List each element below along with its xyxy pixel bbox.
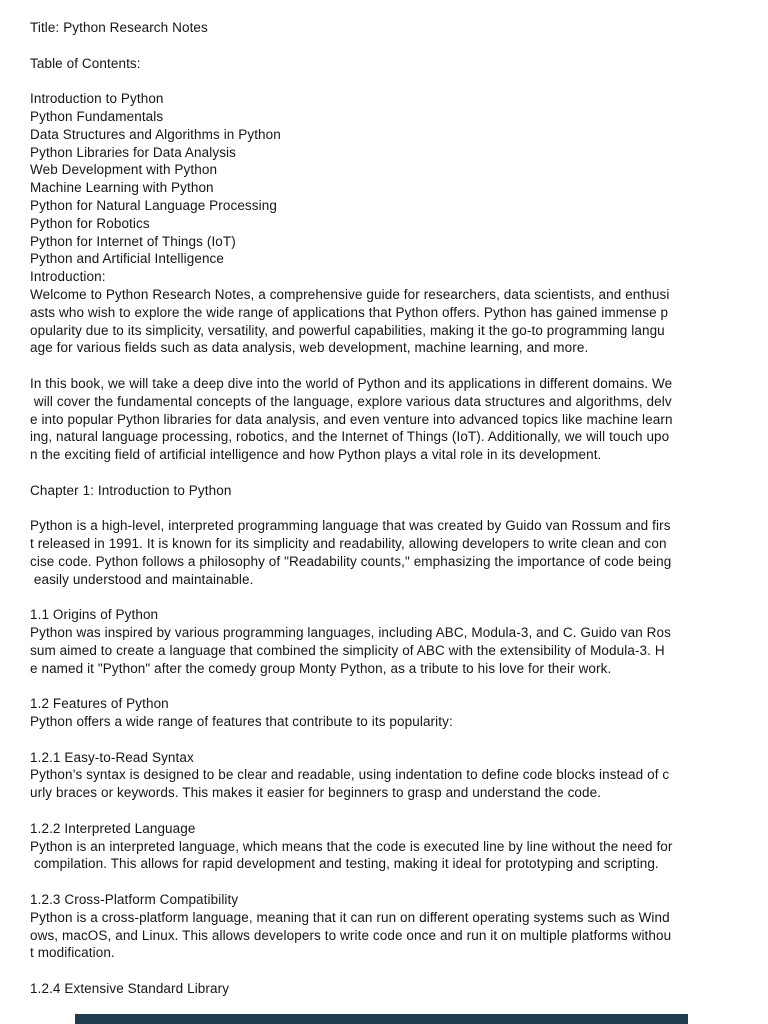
text-line [30,37,673,55]
text-line [30,802,673,820]
text-line: Python for Robotics [30,215,150,231]
text-line: Machine Learning with Python [30,180,214,196]
text-line: Chapter 1: Introduction to Python [30,482,232,498]
text-line: age for various fields such as data analysis, web development, machine learning, and more. [30,340,589,356]
text-line: e named it "Python" after the comedy group Monty Python, as a tribute to his love for their work. [30,660,612,676]
text-line [30,500,673,518]
text-line: sum aimed to create a language that combined the simplicity of ABC with the extensibility of Modula-3. H [30,642,665,658]
text-line: easily understood and maintainable. [30,571,254,587]
text-line: ing, natural language processing, robotics, and the Internet of Things (IoT). Additionally, we will touch upo [30,429,670,445]
text-line: opularity due to its simplicity, versatility, and powerful capabilities, making it the go-to programming langu [30,322,665,338]
text-line: Python and Artificial Intelligence [30,251,225,267]
text-line: 1.2 Features of Python [30,696,169,712]
text-line: Python is a high-level, interpreted programming language that was created by Guido van Rossum and firs [30,518,671,534]
text-line: Python for Internet of Things (IoT) [30,233,236,249]
text-line: compilation. This allows for rapid development and testing, making it ideal for prototyping and scripting. [30,856,659,872]
text-line: 1.2.2 Interpreted Language [30,820,196,836]
text-line: t released in 1991. It is known for its simplicity and readability, allowing developers to write clean and con [30,536,667,552]
text-line: Title: Python Research Notes [30,20,208,35]
text-line: Python is a cross-platform language, meaning that it can run on different operating systems such as Wind [30,909,670,925]
text-line: will cover the fundamental concepts of the language, explore various data structures and algorithms, delv [30,393,672,409]
text-line: Introduction to Python [30,91,164,107]
text-line [30,72,673,90]
text-line [30,464,673,482]
text-line: Python Fundamentals [30,108,164,124]
text-line: cise code. Python follows a philosophy of "Readability counts," emphasizing the importance of code being [30,553,672,569]
text-line [30,677,673,695]
document-text [30,19,673,998]
text-line: asts who wish to explore the wide range of applications that Python offers. Python has gained immense p [30,304,669,320]
text-line: Data Structures and Algorithms in Python [30,126,281,142]
text-line: n the exciting field of artificial intelligence and how Python plays a vital role in its development. [30,447,602,463]
text-line [30,873,673,891]
text-line [30,731,673,749]
text-line: ows, macOS, and Linux. This allows developers to write code once and run it on multiple platforms withou [30,927,672,943]
text-line: Python’s syntax is designed to be clear and readable, using indentation to define code blocks instead of c [30,767,670,783]
text-line: In this book, we will take a deep dive into the world of Python and its applications in different domains. We [30,375,673,391]
text-line: Python Libraries for Data Analysis [30,144,236,160]
text-line: Introduction: [30,269,106,285]
text-line: Web Development with Python [30,162,218,178]
text-line: 1.2.1 Easy-to-Read Syntax [30,749,194,765]
text-line: 1.1 Origins of Python [30,607,159,623]
text-line: Python was inspired by various programming languages, including ABC, Modula-3, and C. Guido van Ros [30,625,671,641]
text-line: Python offers a wide range of features that contribute to its popularity: [30,714,453,730]
text-line [30,357,673,375]
viewer-toolbar-edge[interactable] [75,1014,688,1024]
text-line: Python for Natural Language Processing [30,197,277,213]
text-line: 1.2.3 Cross-Platform Compatibility [30,892,239,908]
text-line: Table of Contents: [30,55,141,71]
text-line: Welcome to Python Research Notes, a comprehensive guide for researchers, data scientists, and enthusi [30,286,670,302]
text-line: urly braces or keywords. This makes it easier for beginners to grasp and understand the code. [30,785,602,801]
text-line: 1.2.4 Extensive Standard Library [30,981,230,997]
text-line [30,962,673,980]
text-line: t modification. [30,945,115,961]
text-line: e into popular Python libraries for data analysis, and even venture into advanced topics like machine learn [30,411,673,427]
text-line: Python is an interpreted language, which means that the code is executed line by line without the need for [30,838,673,854]
text-line [30,589,673,607]
